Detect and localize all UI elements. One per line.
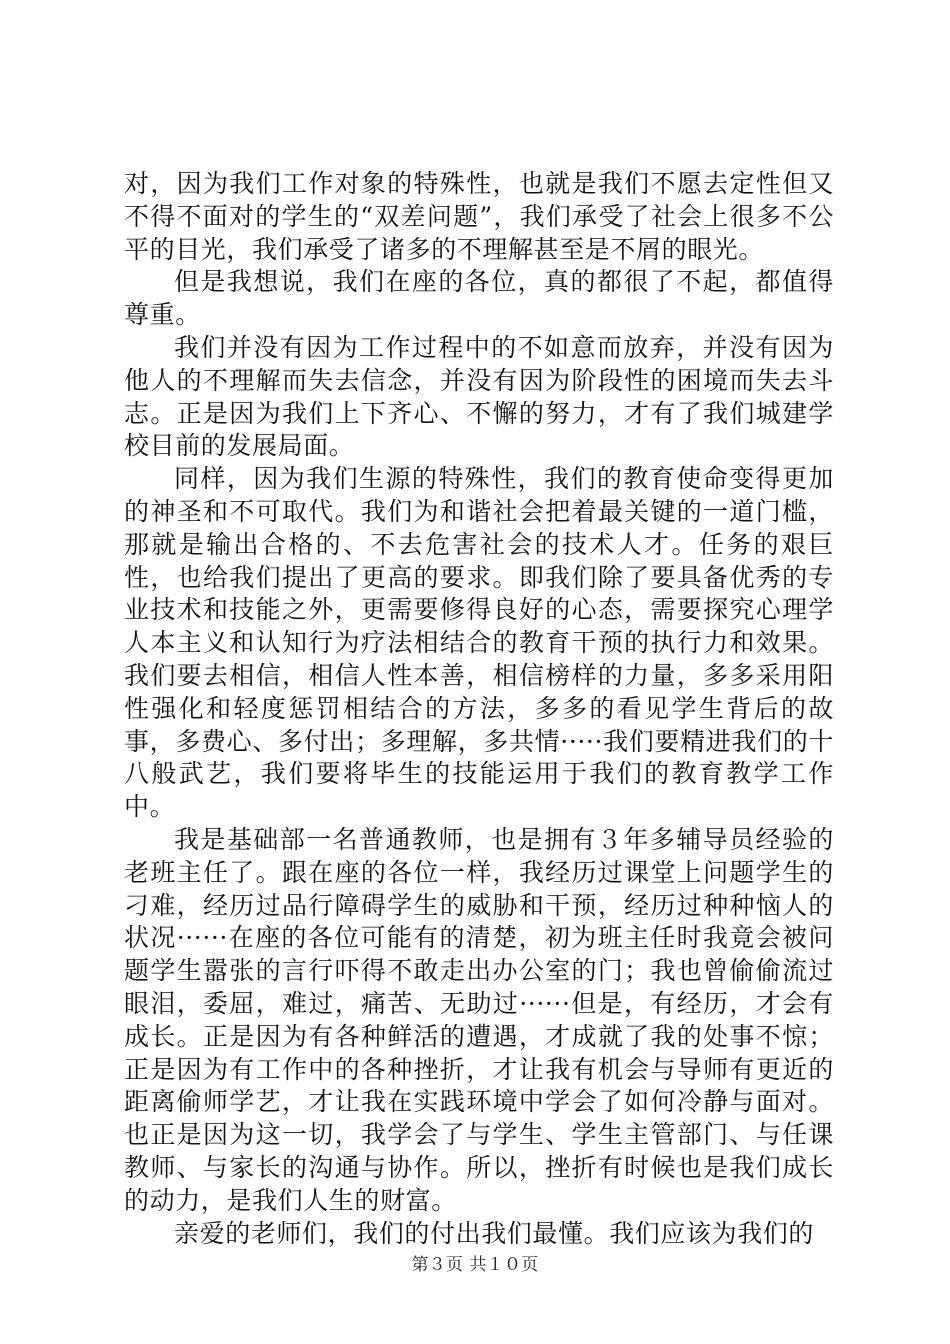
paragraph-6: 亲爱的老师们，我们的付出我们最懂。我们应该为我们的 bbox=[174, 1218, 815, 1248]
page-number: 第３页 bbox=[411, 1255, 464, 1275]
page-total: 共１０页 bbox=[469, 1255, 539, 1275]
paragraph-2: 但是我想说，我们在座的各位，真的都很了不起，都值得尊重。 bbox=[124, 267, 834, 330]
paragraph-4: 同样，因为我们生源的特殊性，我们的教育使命变得更加的神圣和不可取代。我们为和谐社会把着最关键的一道门槛，那就是输出合格的、不去危害社会的技术人才。任务的艰巨性，也给我们提出了更高的要求。即我们除了要具备优秀的专业技术和技能之外，更需要修得良好的心态，需要探究心理学人本主义和认知行为疗法相结合的教育干预的执行力和效果。我们要去相信，相信人性本善，相信榜样的力量，多多采用阳性强化和轻度惩罚相结合的方法，多多的看见学生背后的故事，多费心、多付出；多理解，多共情·····我们要精进我们的十八般武艺，我们要将毕生的技能运用于我们的教育教学工作中。 bbox=[124, 464, 834, 822]
paragraph-1: 对，因为我们工作对象的特殊性，也就是我们不愿去定性但又不得不面对的学生的“双差问题”，我们承受了社会上很多不公平的目光，我们承受了诸多的不理解甚至是不屑的眼光。 bbox=[124, 169, 834, 264]
paragraph-5: 我是基础部一名普通教师，也是拥有３年多辅导员经验的老班主任了。跟在座的各位一样，我经历过课堂上问题学生的刁难，经历过品行障碍学生的威胁和干预，经历过种种恼人的状况······在座的各位可能有的清楚，初为班主任时我竟会被问题学生嚣张的言行吓得不敢走出办公室的门；我也曾偷偷流过眼泪，委屈，难过，痛苦、无助过······但是，有经历，才会有成长。正是因为有各种鲜活的遭遇，才成就了我的处事不惊；正是因为有工作中的各种挫折，才让我有机会与导师有更近的距离偷师学艺，才让我在实践环境中学会了如何冷静与面对。也正是因为这一切，我学会了与学生、学生主管部门、与任课教师、与家长的沟通与协作。所以，挫折有时候也是我们成长的动力，是我们人生的财富。 bbox=[124, 824, 834, 1215]
document-body bbox=[124, 168, 834, 1250]
paragraph-3: 我们并没有因为工作过程中的不如意而放弃，并没有因为他人的不理解而失去信念，并没有因为阶段性的困境而失去斗志。正是因为我们上下齐心、不懈的努力，才有了我们城建学校目前的发展局面。 bbox=[124, 332, 834, 461]
page-footer bbox=[0, 1250, 950, 1275]
